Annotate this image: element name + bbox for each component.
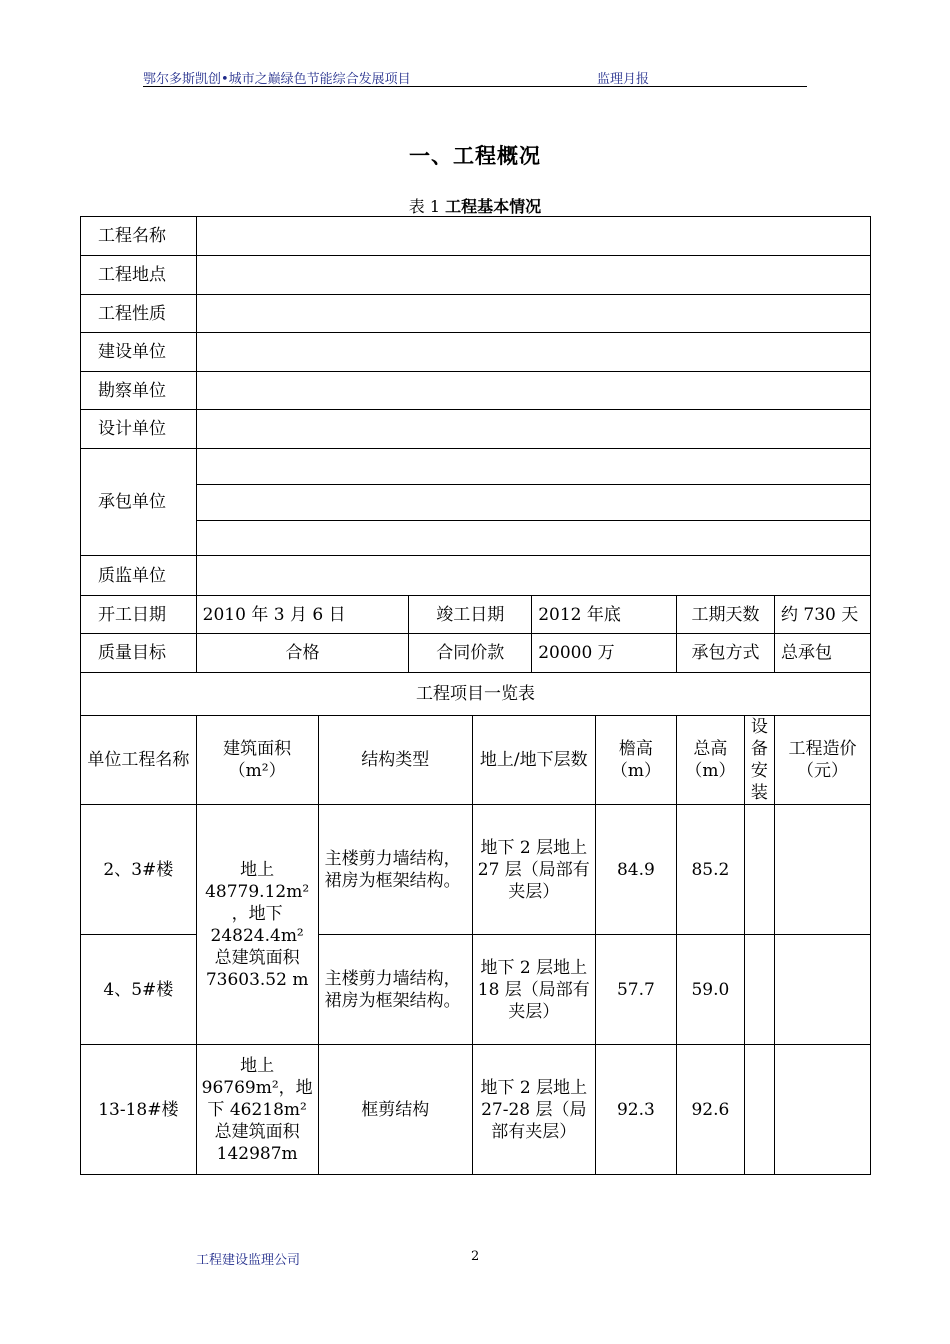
row-floors: 地下 2 层地上 18 层（局部有夹层）	[472, 935, 595, 1045]
label-quality-supervision: 质监单位	[81, 556, 197, 596]
page-header	[143, 67, 807, 87]
table-row	[81, 805, 871, 935]
area-line: ，地下	[231, 903, 283, 924]
area-line: 地上	[240, 1055, 275, 1076]
area-line: 总建筑面积	[214, 1121, 300, 1142]
col-eave-height: 檐高（m）	[595, 716, 676, 805]
value-quality-goal: 合格	[196, 634, 409, 673]
value-design	[196, 410, 870, 449]
area-line: 地上	[240, 859, 275, 880]
label-project-nature: 工程性质	[81, 295, 197, 333]
label-end-date: 竣工日期	[409, 596, 532, 634]
row-eave-height: 57.7	[595, 935, 676, 1045]
row-total-height: 59.0	[677, 935, 745, 1045]
value-project-name	[196, 217, 870, 256]
value-start-date: 2010 年 3 月 6 日	[196, 596, 409, 634]
row-unit-name: 13-18#楼	[81, 1045, 197, 1175]
row-total-height: 85.2	[677, 805, 745, 935]
area-line: 142987m	[216, 1143, 298, 1164]
col-floors: 地上/地下层数	[472, 716, 595, 805]
label-contract-mode: 承包方式	[677, 634, 775, 673]
label-design: 设计单位	[81, 410, 197, 449]
label-duration: 工期天数	[677, 596, 775, 634]
label-start-date: 开工日期	[81, 596, 197, 634]
row-equipment	[744, 1045, 774, 1175]
value-project-site	[196, 256, 870, 295]
area-line: 96769m²，地	[201, 1077, 313, 1098]
project-list-title: 工程项目一览表	[81, 673, 871, 716]
col-structure-type: 结构类型	[318, 716, 472, 805]
row-cost	[775, 935, 871, 1045]
area-line: 24824.4m²	[210, 925, 304, 946]
row-cost	[775, 1045, 871, 1175]
row-building-area	[196, 1045, 318, 1175]
row-structure-type: 主楼剪力墙结构，裙房为框架结构。	[318, 805, 472, 935]
value-end-date: 2012 年底	[532, 596, 677, 634]
value-duration: 约 730 天	[775, 596, 871, 634]
table-row	[81, 1045, 871, 1175]
label-survey: 勘察单位	[81, 372, 197, 410]
value-owner	[196, 333, 870, 372]
area-line: 总建筑面积	[214, 947, 300, 968]
label-contract-price: 合同价款	[409, 634, 532, 673]
label-quality-goal: 质量目标	[81, 634, 197, 673]
caption-text: 工程基本情况	[445, 197, 542, 216]
area-line: 73603.52 m	[205, 969, 309, 990]
row-structure-type: 主楼剪力墙结构，裙房为框架结构。	[318, 935, 472, 1045]
row-cost	[775, 805, 871, 935]
area-line: 48779.12m²	[205, 881, 310, 902]
label-owner: 建设单位	[81, 333, 197, 372]
label-project-name: 工程名称	[81, 217, 197, 256]
value-contractor-2	[196, 485, 870, 521]
row-total-height: 92.6	[677, 1045, 745, 1175]
row-unit-name: 4、5#楼	[81, 935, 197, 1045]
col-equipment: 设备安装	[744, 716, 774, 805]
header-report: 监理月报	[597, 72, 650, 87]
value-contractor-1	[196, 449, 870, 485]
area-line: 下 46218m²	[207, 1099, 307, 1120]
row-structure-type: 框剪结构	[318, 1045, 472, 1175]
col-building-area: 建筑面积（m²）	[196, 716, 318, 805]
caption-prefix: 表 1	[408, 197, 441, 216]
value-quality-supervision	[196, 556, 870, 596]
project-info-table	[80, 216, 871, 1175]
section-title: 一、工程概况	[409, 143, 541, 168]
row-eave-height: 84.9	[595, 805, 676, 935]
row-eave-height: 92.3	[595, 1045, 676, 1175]
row-floors: 地下 2 层地上 27-28 层（局部有夹层）	[472, 1045, 595, 1175]
page-number: 2	[471, 1249, 480, 1264]
value-project-nature	[196, 295, 870, 333]
value-contractor-3	[196, 521, 870, 556]
row-floors: 地下 2 层地上 27 层（局部有夹层）	[472, 805, 595, 935]
row-equipment	[744, 805, 774, 935]
col-total-height: 总高（m）	[677, 716, 745, 805]
col-cost: 工程造价（元）	[775, 716, 871, 805]
table-caption	[0, 194, 950, 217]
value-contract-price: 20000 万	[532, 634, 677, 673]
label-project-site: 工程地点	[81, 256, 197, 295]
footer-company: 工程建设监理公司	[196, 1253, 301, 1268]
row-unit-name: 2、3#楼	[81, 805, 197, 935]
row-building-area	[196, 805, 318, 1045]
row-equipment	[744, 935, 774, 1045]
value-contract-mode: 总承包	[775, 634, 871, 673]
label-contractor: 承包单位	[81, 449, 197, 556]
header-project: 鄂尔多斯凯创•城市之巅绿色节能综合发展项目	[143, 72, 411, 87]
value-survey	[196, 372, 870, 410]
col-unit-name: 单位工程名称	[81, 716, 197, 805]
